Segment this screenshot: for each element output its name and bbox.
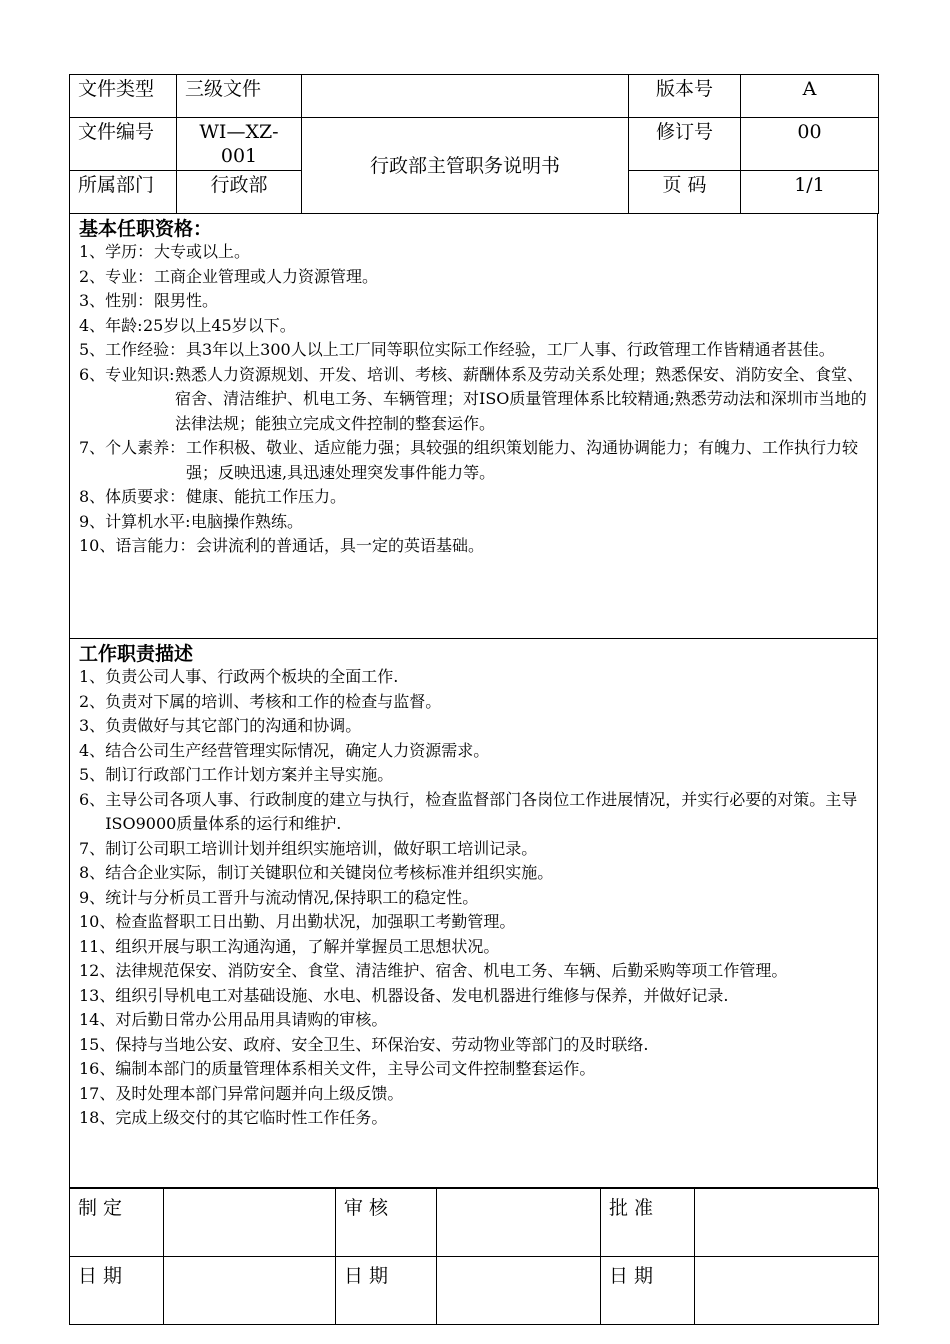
duty-item-text: 及时处理本部门异常问题并向上级反馈。 (115, 1083, 404, 1103)
qualification-item-number: 10、语言能力： (79, 536, 196, 555)
duty-item-text: 法律规范保安、消防安全、食堂、清洁维护、宿舍、机电工务、车辆、后勤采购等项工作管理。 (115, 961, 788, 980)
approved-date-label: 日期 (601, 1257, 695, 1325)
file-no-label: 文件编号 (70, 118, 177, 171)
duty-item-number: 13、 (79, 985, 116, 1005)
duty-item (79, 886, 868, 911)
duty-item (79, 739, 868, 764)
duty-item-number: 16、 (79, 1059, 116, 1078)
duty-item-number: 6、 (79, 789, 106, 809)
duties-list (79, 665, 868, 1131)
duty-item (79, 1106, 868, 1131)
qualifications-title: 基本任职资格： (79, 218, 213, 240)
duty-item-number: 17、 (79, 1083, 116, 1103)
qualifications-list (79, 240, 868, 559)
file-no-line-1: WI—XZ- (199, 121, 279, 143)
duty-item-text: 编制本部门的质量管理体系相关文件，主导公司文件控制整套运作。 (115, 1059, 596, 1078)
qualification-item (79, 485, 868, 510)
qualification-item-number: 5、工作经验： (79, 340, 186, 359)
signoff-table (69, 1188, 879, 1325)
duty-item-number: 8、 (79, 863, 106, 882)
doc-title: 行政部主管职务说明书 (302, 118, 629, 214)
dept-label: 所属部门 (70, 171, 177, 214)
qualification-item (79, 240, 868, 265)
duty-item-text: 统计与分析员工晋升与流动情况,保持职工的稳定性。 (105, 887, 479, 907)
qualification-item-number: 7、个人素养： (79, 438, 186, 457)
file-no-line-2: 001 (220, 145, 258, 167)
qualification-item (79, 265, 868, 290)
duty-item-number: 5、 (79, 765, 106, 784)
qualification-item (79, 363, 868, 437)
approved-signature-cell (695, 1189, 879, 1257)
duty-item-number: 11、 (79, 936, 116, 956)
duty-item-number: 14、 (79, 1010, 116, 1029)
duty-item (79, 1057, 868, 1082)
duty-item-text: 主导公司各项人事、行政制度的建立与执行，检查监督部门各岗位工作进展情况，并实行必要的对策。主导ISO9000质量体系的运行和维护. (105, 789, 858, 833)
dept-value: 行政部 (177, 171, 302, 214)
qualification-item-text: 电脑操作熟练。 (191, 511, 304, 531)
duty-item-text: 完成上级交付的其它临时性工作任务。 (115, 1108, 388, 1127)
qualification-item-text: 工作积极、敬业、适应能力强；具较强的组织策划能力、沟通协调能力；有魄力、工作执行力较强；反映迅速,具迅速处理突发事件能力等。 (186, 438, 859, 482)
duty-item-text: 制订行政部门工作计划方案并主导实施。 (105, 765, 394, 784)
qualification-item-text: 具3年以上300人以上工厂同等职位实际工作经验，工厂人事、行政管理工作皆精通者甚佳。 (186, 340, 835, 359)
duty-item (79, 714, 868, 739)
qualification-item-number: 4、年龄: (79, 315, 143, 335)
qualification-item (79, 314, 868, 339)
duty-item (79, 984, 868, 1009)
qualification-item (79, 338, 868, 363)
document-page (69, 74, 878, 1325)
prepared-date-cell (164, 1257, 336, 1325)
duties-section (69, 639, 878, 1188)
duty-item-number: 9、 (79, 887, 106, 907)
qualification-item-number: 8、体质要求： (79, 487, 186, 506)
duty-item (79, 861, 868, 886)
header-table (69, 74, 879, 214)
duty-item-number: 15、 (79, 1034, 116, 1054)
qualification-item-number: 9、计算机水平: (79, 511, 191, 531)
duty-item (79, 1008, 868, 1033)
blank-cell (302, 75, 629, 118)
duty-item-number: 2、 (79, 691, 106, 711)
prepared-label: 制定 (70, 1189, 164, 1257)
page-label: 页 码 (629, 171, 741, 214)
duty-item-number: 18、 (79, 1108, 116, 1127)
duty-item-text: 制订公司职工培训计划并组织实施培训，做好职工培训记录。 (105, 838, 538, 858)
version-value: A (741, 75, 879, 118)
duty-item-number: 3、 (79, 716, 106, 735)
qualification-item-text: 健康、能抗工作压力。 (186, 487, 347, 506)
file-type-label: 文件类型 (70, 75, 177, 118)
duty-item-text: 组织开展与职工沟通沟通，了解并掌握员工思想状况。 (115, 936, 500, 956)
reviewed-label: 审核 (336, 1189, 437, 1257)
duty-item-text: 对后勤日常办公用品用具请购的审核。 (115, 1010, 388, 1029)
duty-item (79, 763, 868, 788)
duty-item-text: 负责做好与其它部门的沟通和协调。 (105, 716, 362, 735)
duty-item (79, 1082, 868, 1107)
duty-item (79, 837, 868, 862)
qualification-item-number: 6、专业知识: (79, 364, 175, 384)
qualification-item-text: 25岁以上45岁以下。 (143, 315, 296, 335)
qualification-item-text: 限男性。 (154, 291, 219, 310)
version-label: 版本号 (629, 75, 741, 118)
duty-item (79, 935, 868, 960)
duty-item-text: 负责对下属的培训、考核和工作的检查与监督。 (105, 691, 442, 711)
duty-item-text: 检查监督职工日出勤、月出勤状况，加强职工考勤管理。 (115, 912, 516, 931)
file-type-value: 三级文件 (177, 75, 302, 118)
qualification-item-text: 会讲流利的普通话，具一定的英语基础。 (196, 536, 485, 555)
file-no-value (177, 118, 302, 171)
duty-item (79, 1033, 868, 1058)
prepared-date-label: 日期 (70, 1257, 164, 1325)
duties-title: 工作职责描述 (79, 643, 194, 665)
revision-label: 修订号 (629, 118, 741, 171)
qualifications-section (69, 214, 878, 639)
duty-item-number: 12、 (79, 961, 116, 980)
duty-item-number: 7、 (79, 838, 106, 858)
approved-date-cell (695, 1257, 879, 1325)
reviewed-date-label: 日期 (336, 1257, 437, 1325)
qualification-item-text: 熟悉人力资源规划、开发、培训、考核、薪酬体系及劳动关系处理；熟悉保安、消防安全、食堂、宿舍、清洁维护、机电工务、车辆管理；对ISO质量管理体系比较精通;熟悉劳动法和深圳市当地的法律法规；能独立完成文件控制的整套运作。 (175, 364, 867, 433)
duty-item-number: 1、 (79, 667, 106, 686)
qualification-item-text: 工商企业管理或人力资源管理。 (154, 266, 379, 286)
duty-item-text: 组织引导机电工对基础设施、水电、机器设备、发电机器进行维修与保养，并做好记录. (115, 985, 729, 1005)
qualification-item-text: 大专或以上。 (154, 242, 251, 261)
qualification-item-number: 1、学历： (79, 242, 154, 261)
qualification-item-number: 2、专业： (79, 266, 154, 286)
approved-label: 批准 (601, 1189, 695, 1257)
duty-item-text: 保持与当地公安、政府、安全卫生、环保治安、劳动物业等部门的及时联络. (115, 1034, 649, 1054)
reviewed-date-cell (437, 1257, 601, 1325)
qualification-item (79, 436, 868, 485)
duty-item (79, 665, 868, 690)
qualification-item-number: 3、性别： (79, 291, 154, 310)
duty-item (79, 690, 868, 715)
qualification-item (79, 534, 868, 559)
qualification-item (79, 289, 868, 314)
duty-item (79, 959, 868, 984)
duty-item (79, 910, 868, 935)
duty-item-text: 负责公司人事、行政两个板块的全面工作. (105, 667, 399, 686)
duty-item-text: 结合公司生产经营管理实际情况，确定人力资源需求。 (105, 740, 490, 760)
page-value: 1/1 (741, 171, 879, 214)
duty-item (79, 788, 868, 837)
prepared-signature-cell (164, 1189, 336, 1257)
duty-item-number: 4、 (79, 740, 106, 760)
duty-item-text: 结合企业实际，制订关键职位和关键岗位考核标准并组织实施。 (105, 863, 554, 882)
duty-item-number: 10、 (79, 912, 116, 931)
qualification-item (79, 510, 868, 535)
revision-value: 00 (741, 118, 879, 171)
reviewed-signature-cell (437, 1189, 601, 1257)
